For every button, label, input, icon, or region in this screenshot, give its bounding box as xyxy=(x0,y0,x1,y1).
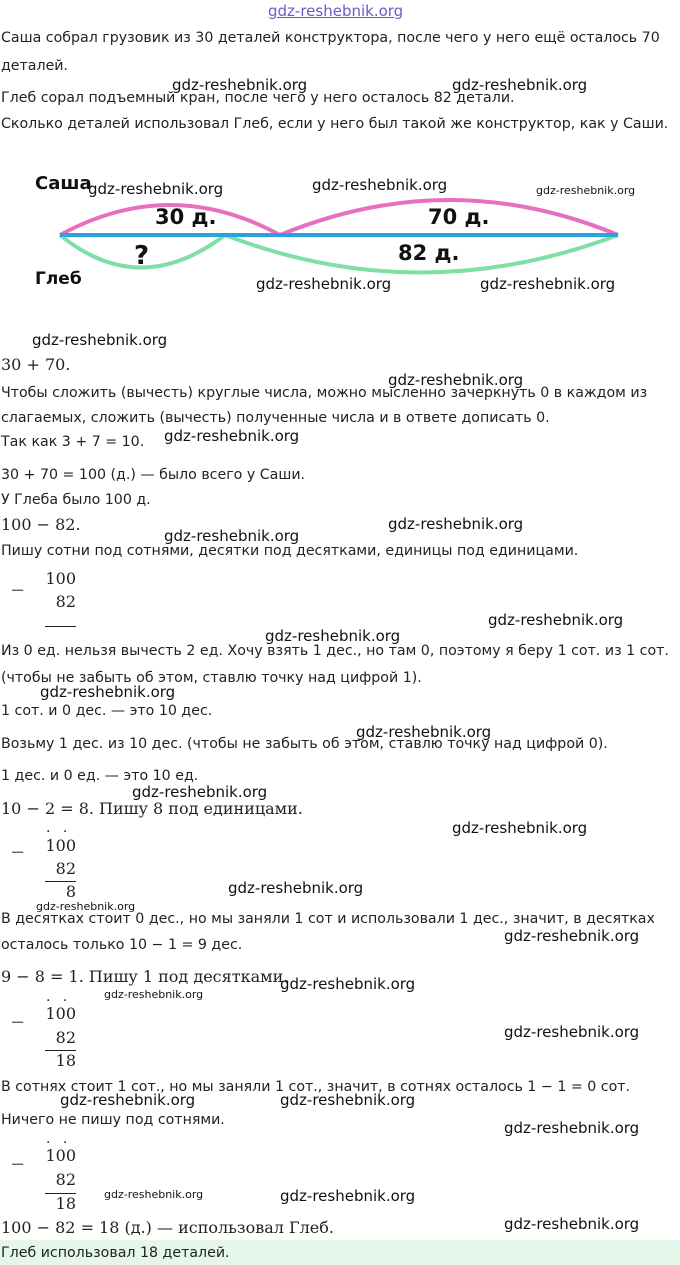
watermark: gdz-reshebnik.org xyxy=(265,627,401,645)
solution-line: слагаемых, сложить (вычесть) полученные числа и в ответе дописать 0. xyxy=(1,410,550,426)
label-gleb: Глеб xyxy=(35,269,82,289)
solution-line: 10 − 2 = 8. Пишу 8 под единицами. xyxy=(1,799,303,818)
solution-line: Ничего не пишу под сотнями. xyxy=(1,1112,225,1128)
watermark: gdz-reshebnik.org xyxy=(388,371,524,389)
solution-line: У Глеба было 100 д. xyxy=(1,492,151,508)
watermark: gdz-reshebnik.org xyxy=(356,723,492,741)
solution-line: Возьму 1 дес. из 10 дес. (чтобы не забыть об этом, ставлю точку над цифрой 0). xyxy=(1,736,608,752)
borrow-dots: . . xyxy=(46,820,72,836)
watermark: gdz-reshebnik.org xyxy=(280,1187,416,1205)
column-rule xyxy=(45,626,76,627)
watermark: gdz-reshebnik.org xyxy=(280,1091,416,1109)
watermark-top[interactable]: gdz-reshebnik.org xyxy=(268,2,404,20)
watermark: gdz-reshebnik.org xyxy=(312,176,448,194)
label-82: 82 д. xyxy=(398,241,460,265)
watermark: gdz-reshebnik.org xyxy=(280,975,416,993)
solution-line: 9 − 8 = 1. Пишу 1 под десятками. xyxy=(1,967,289,986)
watermark: gdz-reshebnik.org xyxy=(452,76,588,94)
watermark: gdz-reshebnik.org xyxy=(504,1023,640,1041)
watermark: gdz-reshebnik.org xyxy=(504,927,640,945)
problem-line-1: Саша собрал грузовик из 30 деталей конструктора, после чего у него ещё осталось 70 xyxy=(1,30,660,46)
solution-line: В десятках стоит 0 дес., но мы заняли 1 сот и использовали 1 дес., значит, в десятках xyxy=(1,911,655,927)
watermark: gdz-reshebnik.org xyxy=(164,427,300,445)
borrow-dots: . . xyxy=(46,989,72,1005)
watermark: gdz-reshebnik.org xyxy=(172,76,308,94)
problem-line-2: деталей. xyxy=(1,58,69,74)
column-result: 8 xyxy=(65,882,76,901)
column-top: 100 xyxy=(45,836,76,855)
solution-line: 100 − 82 = 18 (д.) — использовал Глеб. xyxy=(1,1218,334,1237)
watermark: gdz-reshebnik.org xyxy=(228,879,364,897)
label-30: 30 д. xyxy=(155,205,217,229)
column-bottom: 82 xyxy=(55,1170,76,1189)
column-result: 18 xyxy=(55,1051,76,1070)
watermark: gdz-reshebnik.org xyxy=(388,515,524,533)
column-top: 100 xyxy=(45,1004,76,1023)
watermark: gdz-reshebnik.org xyxy=(32,331,168,349)
watermark: gdz-reshebnik.org xyxy=(164,527,300,545)
problem-line-4: Сколько деталей использовал Глеб, если у него был такой же конструктор, как у Саши. xyxy=(1,116,669,132)
solution-line: 1 дес. и 0 ед. — это 10 ед. xyxy=(1,768,199,784)
minus-sign: − xyxy=(10,1154,26,1175)
segment-diagram xyxy=(0,160,680,300)
watermark: gdz-reshebnik.org xyxy=(88,180,224,198)
minus-sign: − xyxy=(10,580,26,601)
solution-line: Из 0 ед. нельзя вычесть 2 ед. Хочу взять 1 дес., но там 0, поэтому я беру 1 сот. из 1 сот. xyxy=(1,643,669,659)
answer-line: Глеб использовал 18 деталей. xyxy=(1,1245,230,1261)
minus-sign: − xyxy=(10,1012,26,1033)
watermark: gdz-reshebnik.org xyxy=(104,988,204,1001)
watermark: gdz-reshebnik.org xyxy=(488,611,624,629)
column-bottom: 82 xyxy=(55,1028,76,1047)
column-result: 18 xyxy=(55,1194,76,1213)
solution-line: Чтобы сложить (вычесть) круглые числа, можно мысленно зачеркнуть 0 в каждом из xyxy=(1,385,648,401)
borrow-dots: . . xyxy=(46,1131,72,1147)
solution-line: 1 сот. и 0 дес. — это 10 дес. xyxy=(1,703,213,719)
solution-line: Пишу сотни под сотнями, десятки под десятками, единицы под единицами. xyxy=(1,543,579,559)
watermark: gdz-reshebnik.org xyxy=(480,275,616,293)
solution-line: Так как 3 + 7 = 10. xyxy=(1,434,145,450)
problem-line-3: Глеб сорал подъемный кран, после чего у него осталось 82 детали. xyxy=(1,90,515,106)
solution-line: 100 − 82. xyxy=(1,515,81,534)
label-unknown: ? xyxy=(134,241,150,271)
watermark: gdz-reshebnik.org xyxy=(452,819,588,837)
watermark: gdz-reshebnik.org xyxy=(536,184,636,197)
label-sasha: Саша xyxy=(35,173,92,194)
column-bottom: 82 xyxy=(55,859,76,878)
column-top: 100 xyxy=(45,1146,76,1165)
label-70: 70 д. xyxy=(428,205,490,229)
solution-line: 30 + 70. xyxy=(1,355,71,374)
watermark: gdz-reshebnik.org xyxy=(60,1091,196,1109)
watermark: gdz-reshebnik.org xyxy=(504,1119,640,1137)
watermark: gdz-reshebnik.org xyxy=(132,783,268,801)
solution-line: В сотнях стоит 1 сот., но мы заняли 1 сот., значит, в сотнях осталось 1 − 1 = 0 сот. xyxy=(1,1079,631,1095)
solution-line: осталось только 10 − 1 = 9 дес. xyxy=(1,937,243,953)
watermark: gdz-reshebnik.org xyxy=(104,1188,204,1201)
column-bottom: 82 xyxy=(55,592,76,611)
minus-sign: − xyxy=(10,842,26,863)
watermark: gdz-reshebnik.org xyxy=(36,900,136,913)
column-top: 100 xyxy=(45,569,76,588)
solution-line: 30 + 70 = 100 (д.) — было всего у Саши. xyxy=(1,467,306,483)
watermark: gdz-reshebnik.org xyxy=(256,275,392,293)
solution-line: (чтобы не забыть об этом, ставлю точку над цифрой 1). xyxy=(1,670,422,686)
watermark: gdz-reshebnik.org xyxy=(40,683,176,701)
watermark: gdz-reshebnik.org xyxy=(504,1215,640,1233)
